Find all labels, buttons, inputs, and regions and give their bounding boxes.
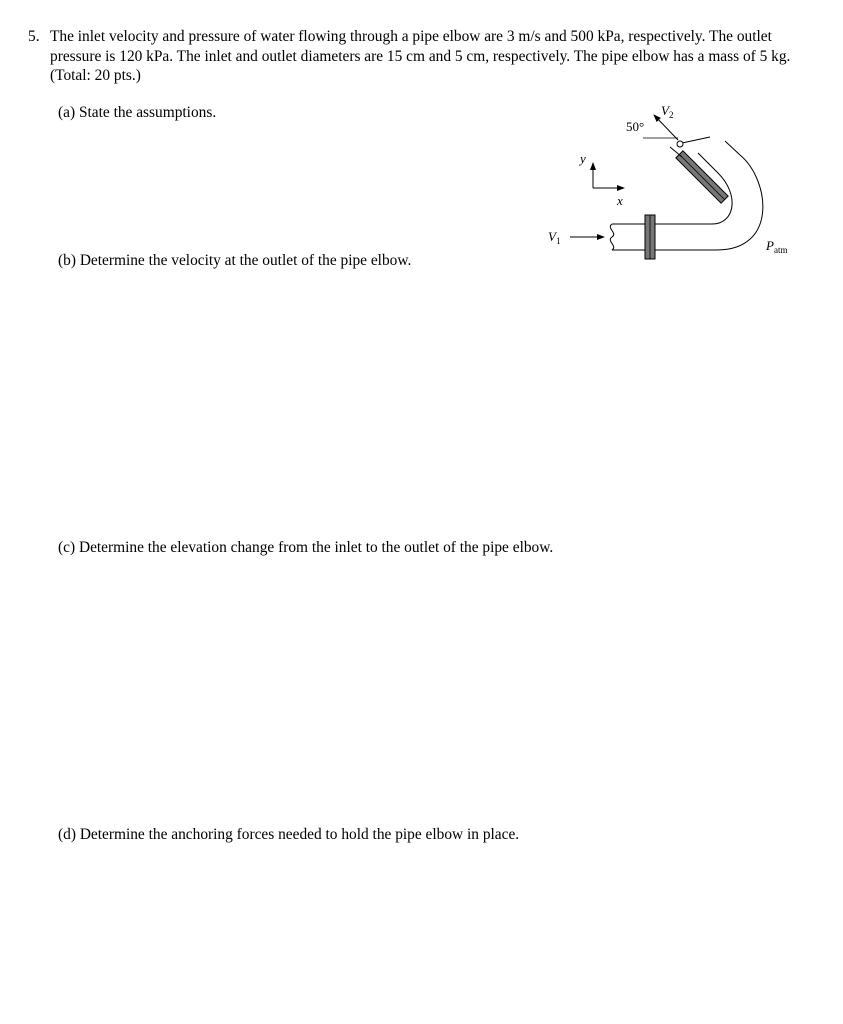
part-c xyxy=(58,538,553,557)
part-b-text: Determine the velocity at the outlet of the pipe elbow. xyxy=(79,252,412,269)
outlet-nozzle-right xyxy=(682,137,710,143)
problem-number: 5. xyxy=(28,28,40,45)
part-b xyxy=(58,251,411,270)
x-axis-label: x xyxy=(617,193,623,208)
pipe-elbow-diagram xyxy=(530,95,810,280)
problem-text: The inlet velocity and pressure of water flowing through a pipe elbow are 3 m/s and 500 kPa, respectively. The outlet pressure is 120 kPa. The inlet and outlet diameters are 15 cm and 5 cm, respectively. The pipe elbow has a mass of 5 kg. (Total: 20 pts.) xyxy=(50,28,791,84)
outlet-flange xyxy=(676,151,728,203)
part-d xyxy=(58,825,519,844)
inlet-flange xyxy=(645,215,655,259)
patm-label: $P_{atm}$ xyxy=(766,238,788,255)
v1-label: $V_1$ xyxy=(548,229,561,246)
part-b-label: (b) xyxy=(58,252,76,269)
part-a-label: (a) xyxy=(58,104,76,121)
part-a xyxy=(58,103,216,122)
v2-label: $V_2$ xyxy=(661,103,674,120)
outlet-nozzle-left xyxy=(670,147,682,157)
outlet-opening xyxy=(677,141,683,147)
part-a-text: State the assumptions. xyxy=(78,104,217,121)
part-c-label: (c) xyxy=(58,539,76,556)
inlet-velocity xyxy=(548,229,604,246)
inlet-break-symbol xyxy=(610,224,613,250)
y-axis-label: y xyxy=(580,151,586,166)
part-c-text: Determine the elevation change from the inlet to the outlet of the pipe elbow. xyxy=(78,539,554,556)
part-d-label: (d) xyxy=(58,826,76,843)
v2-arrow xyxy=(654,115,678,140)
angle-label: 50° xyxy=(626,119,645,134)
elbow-outer-wall xyxy=(655,141,763,250)
part-d-text: Determine the anchoring forces needed to hold the pipe elbow in place. xyxy=(79,826,520,843)
problem-statement xyxy=(28,27,798,86)
coordinate-axes xyxy=(578,151,624,208)
pipe-elbow-figure xyxy=(530,95,810,280)
